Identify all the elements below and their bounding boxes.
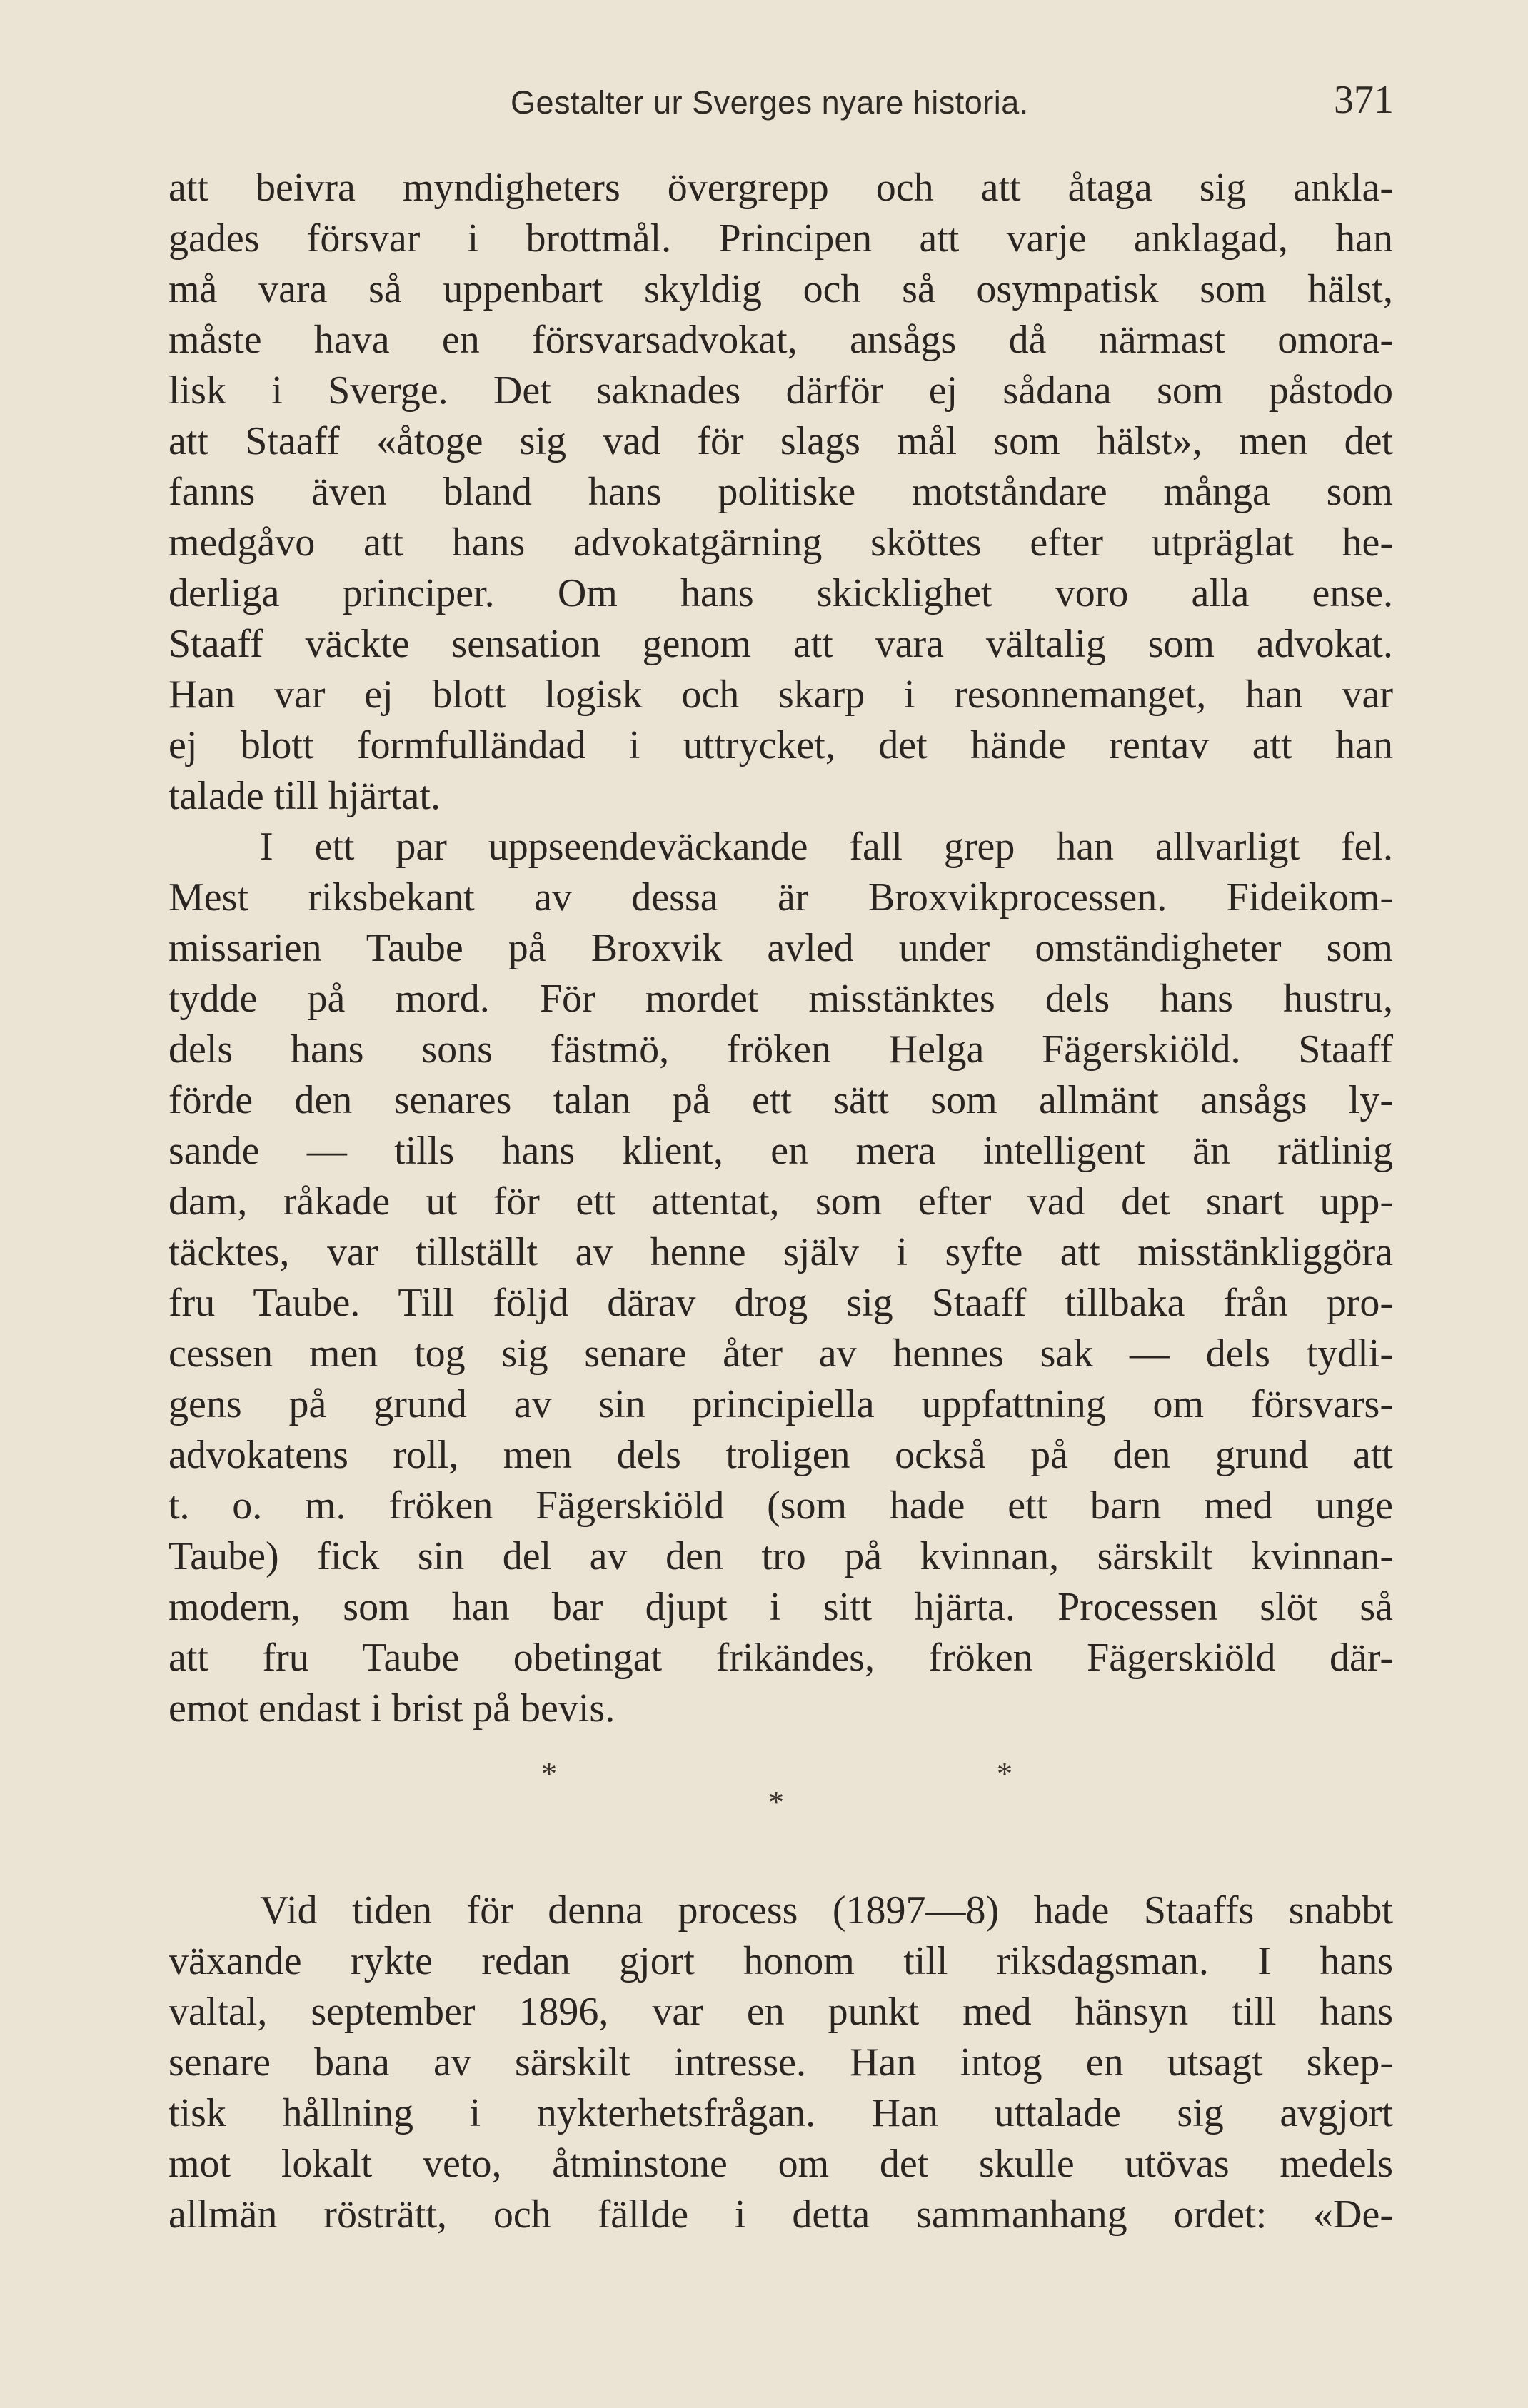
text-line: fru Taube. Till följd därav drog sig Staaff tillbaka från pro- xyxy=(169,1281,1393,1325)
text-line: missarien Taube på Broxvik avled under omständigheter som xyxy=(169,926,1393,970)
text-line: lisk i Sverge. Det saknades därför ej sådana som påstodo xyxy=(169,368,1393,413)
text-line: derliga principer. Om hans skicklighet voro alla ense. xyxy=(169,571,1393,615)
text-line: Taube) fick sin del av den tro på kvinnan, särskilt kvinnan- xyxy=(169,1534,1393,1578)
text-line: att beivra myndigheters övergrepp och att åtaga sig ankla- xyxy=(169,166,1393,210)
text-line: t. o. m. fröken Fägerskiöld (som hade ett barn med unge xyxy=(169,1483,1393,1528)
text-line: Mest riksbekant av dessa är Broxvikprocessen. Fideikom- xyxy=(169,875,1393,920)
text-line: att fru Taube obetingat frikändes, fröken Fägerskiöld där- xyxy=(169,1636,1393,1680)
text-line: måste hava en försvarsadvokat, ansågs då närmast omora- xyxy=(169,318,1393,362)
paragraph xyxy=(169,822,1393,1734)
text-line: fanns även bland hans politiske motståndare många som xyxy=(169,470,1393,514)
text-line: advokatens roll, men dels troligen också på den grund att xyxy=(169,1433,1393,1477)
text-line: gades försvar i brottmål. Principen att varje anklagad, han xyxy=(169,216,1393,261)
text-line: modern, som han bar djupt i sitt hjärta. Processen slöt så xyxy=(169,1585,1393,1629)
text-line: växande rykte redan gjort honom till riksdagsman. I hans xyxy=(169,1939,1393,1983)
body-text xyxy=(169,163,1393,2240)
text-line: Vid tiden för denna process (1897—8) hade Staaffs snabbt xyxy=(260,1888,1393,1933)
text-line: Staaff väckte sensation genom att vara vältalig som advokat. xyxy=(169,622,1393,666)
section-separator xyxy=(169,1734,1393,1885)
text-line: må vara så uppenbart skyldig och så osympatisk som hälst, xyxy=(169,267,1393,311)
text-line: gens på grund av sin principiella uppfattning om försvars- xyxy=(169,1382,1393,1426)
text-line: att Staaff «åtoge sig vad för slags mål som hälst», men det xyxy=(169,419,1393,463)
text-line: medgåvo att hans advokatgärning sköttes efter utpräglat he- xyxy=(169,520,1393,565)
text-line: sande — tills hans klient, en mera intelligent än rätlinig xyxy=(169,1129,1393,1173)
text-line: mot lokalt veto, åtminstone om det skulle utövas medels xyxy=(169,2142,1393,2186)
asterism-star: * xyxy=(997,1756,1012,1791)
text-line: senare bana av särskilt intresse. Han intog en utsagt skep- xyxy=(169,2040,1393,2085)
running-head: Gestalter ur Sverges nyare historia. xyxy=(511,84,1029,121)
paragraph xyxy=(169,163,1393,822)
text-line: valtal, september 1896, var en punkt med hänsyn till hans xyxy=(169,1990,1393,2034)
text-line: tydde på mord. För mordet misstänktes dels hans hustru, xyxy=(169,977,1393,1021)
text-line: täcktes, var tillställt av henne själv i syfte att misstänkliggöra xyxy=(169,1230,1393,1274)
text-line: dam, råkade ut för ett attentat, som efter vad det snart upp- xyxy=(169,1179,1393,1224)
text-line: allmän rösträtt, och fällde i detta sammanhang ordet: «De- xyxy=(169,2192,1393,2237)
text-line: förde den senares talan på ett sätt som allmänt ansågs ly- xyxy=(169,1078,1393,1122)
text-line: Han var ej blott logisk och skarp i resonnemanget, han var xyxy=(169,672,1393,717)
text-line: cessen men tog sig senare åter av hennes sak — dels tydli- xyxy=(169,1331,1393,1376)
asterism-star: * xyxy=(541,1756,557,1791)
text-line: dels hans sons fästmö, fröken Helga Fägerskiöld. Staaff xyxy=(169,1027,1393,1072)
text-line: talade till hjärtat. xyxy=(169,774,441,818)
page-number: 371 xyxy=(1334,78,1394,122)
text-line: I ett par uppseendeväckande fall grep han allvarligt fel. xyxy=(260,825,1393,869)
asterism-star: * xyxy=(768,1785,784,1820)
text-line: emot endast i brist på bevis. xyxy=(169,1686,615,1731)
paragraph xyxy=(169,1885,1393,2240)
text-line: tisk hållning i nykterhetsfrågan. Han uttalade sig avgjort xyxy=(169,2091,1393,2135)
text-line: ej blott formfulländad i uttrycket, det hände rentav att han xyxy=(169,723,1393,767)
